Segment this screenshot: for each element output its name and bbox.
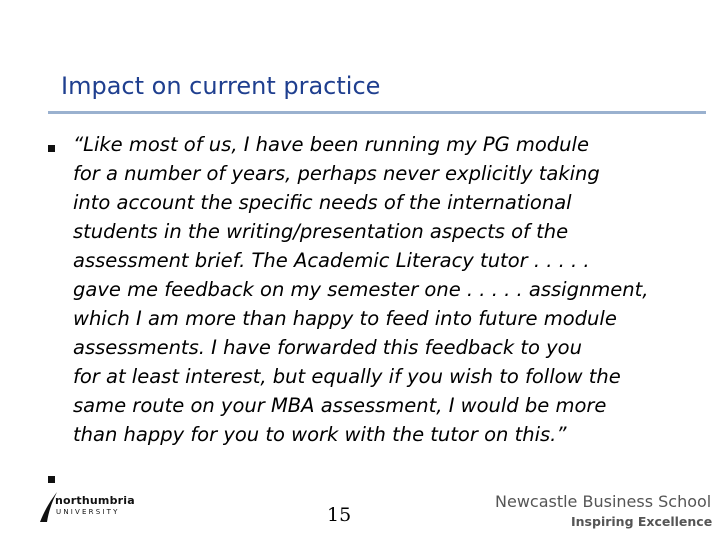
quote-line: than happy for you to work with the tutor on this.” xyxy=(73,423,567,446)
quote-line: into account the specific needs of the international xyxy=(73,191,572,214)
logo-wordmark: northumbria xyxy=(55,494,135,507)
bullet-marker xyxy=(48,145,55,152)
logo-subtext: UNIVERSITY xyxy=(56,508,120,516)
quote-block xyxy=(73,130,703,449)
quote-line: assessments. I have forwarded this feedback to you xyxy=(73,336,582,359)
quote-line: gave me feedback on my semester one . . . . . assignment, xyxy=(73,278,649,301)
quote-line: students in the writing/presentation aspects of the xyxy=(73,220,569,243)
title-underline xyxy=(48,111,706,114)
quote-line: “Like most of us, I have been running my PG module xyxy=(73,133,589,156)
quote-line: for a number of years, perhaps never explicitly taking xyxy=(73,162,600,185)
school-tagline: Inspiring Excellence xyxy=(571,514,713,529)
bullet-marker-empty xyxy=(48,476,55,483)
page-number: 15 xyxy=(327,504,352,526)
quote-line: assessment brief. The Academic Literacy tutor . . . . . xyxy=(73,249,590,272)
slide-title: Impact on current practice xyxy=(61,72,381,100)
northumbria-logo xyxy=(38,490,138,526)
quote-line: same route on your MBA assessment, I would be more xyxy=(73,394,607,417)
school-name: Newcastle Business School xyxy=(495,492,712,511)
quote-line: for at least interest, but equally if you wish to follow the xyxy=(73,365,621,388)
quote-line: which I am more than happy to feed into future module xyxy=(73,307,617,330)
